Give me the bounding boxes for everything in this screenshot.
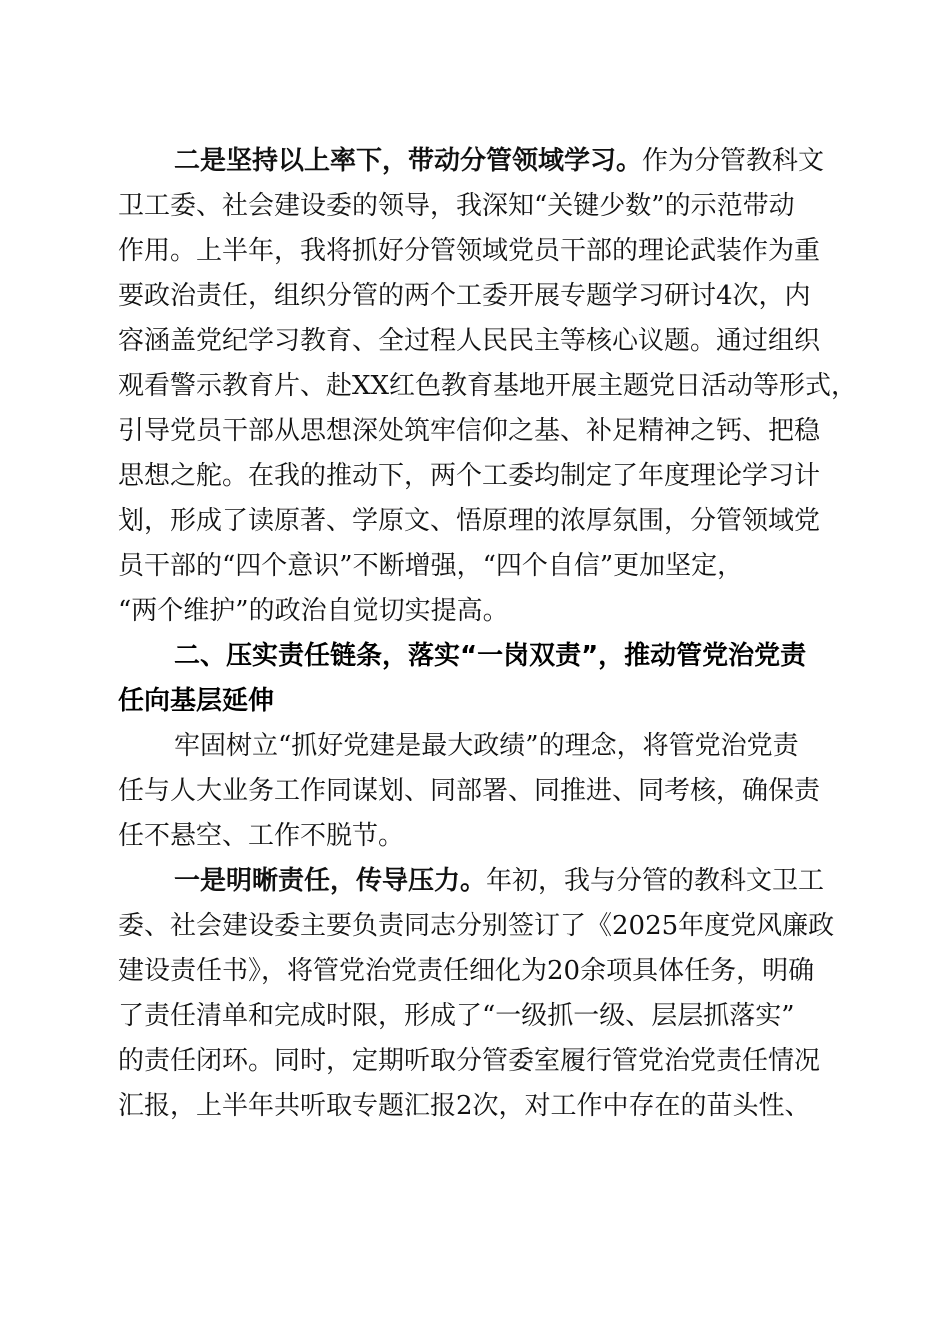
paragraph-1-line-7: 引导党员干部从思想深处筑牢信仰之基、补足精神之钙、把稳 [118, 416, 821, 446]
paragraph-1-line-1-rest: 作为分管教科文 [642, 146, 825, 176]
paragraph-1-line-8: 思想之舵。在我的推动下，两个工委均制定了年度理论学习计 [118, 461, 821, 491]
paragraph-2-line-2: 任与人大业务工作同谋划、同部署、同推进、同考核，确保责 [118, 776, 821, 806]
paragraph-3-line-5: 的责任闭环。同时，定期听取分管委室履行管党治党责任情况 [118, 1046, 821, 1076]
paragraph-3-line-6: 汇报，上半年共听取专题汇报2次，对工作中存在的苗头性、 [118, 1091, 811, 1121]
paragraph-1-line-6: 观看警示教育片、赴XX红色教育基地开展主题党日活动等形式， [118, 371, 858, 401]
paragraph-3-line-3: 建设责任书》，将管党治党责任细化为20余项具体任务，明确 [118, 956, 815, 986]
paragraph-1-lead: 二是坚持以上率下，带动分管领域学习。 [174, 146, 643, 176]
paragraph-1-line-2: 卫工委、社会建设委的领导，我深知“关键少数”的示范带动 [118, 191, 795, 221]
paragraph-2-line-3: 任不悬空、工作不脱节。 [118, 821, 405, 851]
paragraph-2-line-1: 牢固树立“抓好党建是最大政绩”的理念，将管党治党责 [174, 731, 799, 761]
paragraph-3-line-1-rest: 年初，我与分管的教科文卫工 [486, 866, 825, 896]
paragraph-1-line-4: 要政治责任，组织分管的两个工委开展专题学习研讨4次，内 [118, 281, 811, 311]
section-heading-line-2: 任向基层延伸 [118, 686, 275, 716]
paragraph-3-lead: 一是明晰责任，传导压力。 [174, 866, 487, 896]
paragraph-1-line-1 [174, 146, 824, 176]
paragraph-3-line-1 [174, 866, 824, 896]
paragraph-1-line-11: “两个维护”的政治自觉切实提高。 [118, 596, 509, 626]
paragraph-1-line-3: 作用。上半年，我将抓好分管领域党员干部的理论武装作为重 [118, 236, 821, 266]
paragraph-1-line-9: 划，形成了读原著、学原文、悟原理的浓厚氛围，分管领域党 [118, 506, 821, 536]
paragraph-3-line-4: 了责任清单和完成时限，形成了“一级抓一级、层层抓落实” [118, 1001, 795, 1031]
paragraph-3-line-2: 委、社会建设委主要负责同志分别签订了《2025年度党风廉政 [118, 911, 835, 941]
section-heading-line-1: 二、压实责任链条，落实“一岗双责”，推动管党治党责 [174, 641, 807, 671]
paragraph-1-line-5: 容涵盖党纪学习教育、全过程人民民主等核心议题。通过组织 [118, 326, 821, 356]
paragraph-1-line-10: 员干部的“四个意识”不断增强，“四个自信”更加坚定， [118, 551, 744, 581]
